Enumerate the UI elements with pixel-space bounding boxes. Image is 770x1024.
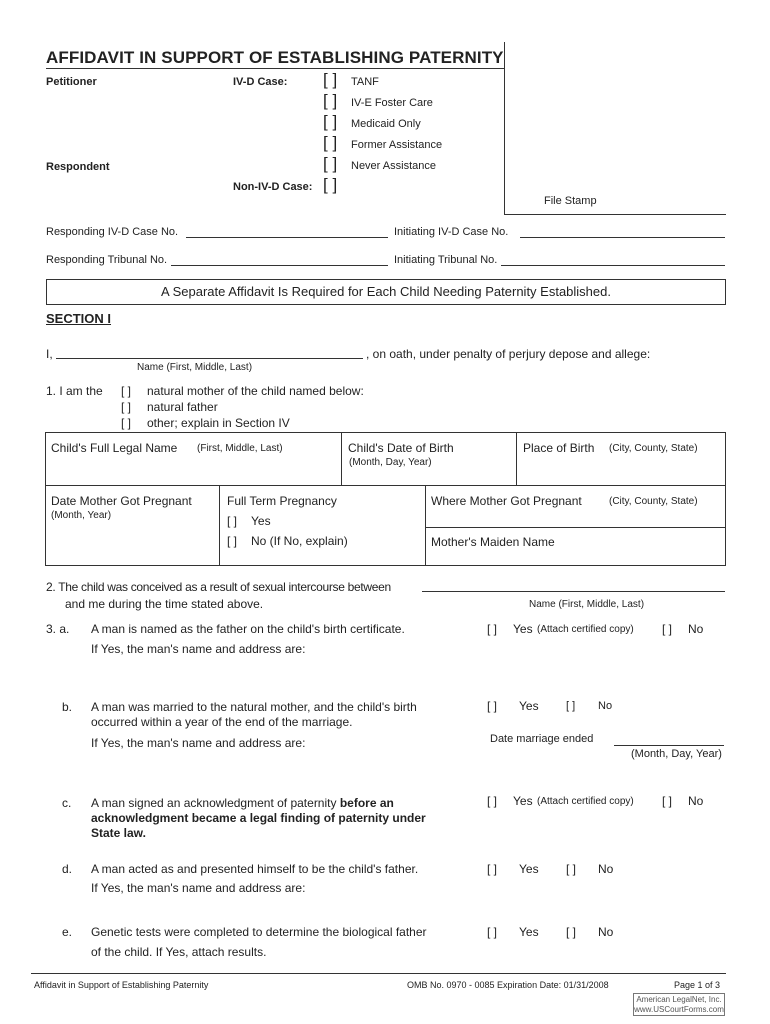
never-assistance-checkbox[interactable]: [ ] [323,154,338,173]
child-name-hint: (First, Middle, Last) [197,443,283,454]
q3e-yes-checkbox[interactable]: [ ] [487,925,498,939]
maiden-name-label: Mother's Maiden Name [431,535,555,549]
date-pregnant-hint: (Month, Year) [51,510,112,521]
table-row-divider [45,485,726,486]
former-assistance-checkbox[interactable]: [ ] [323,133,338,152]
footer-omb: OMB No. 0970 - 0085 Expiration Date: 01/31/2008 [407,980,609,990]
q3c-text-plain: A man signed an acknowledgment of paternity [91,796,337,810]
former-assistance-label: Former Assistance [351,139,443,151]
q3d-yes-label: Yes [519,862,539,876]
q3b-no-label: No [598,700,613,712]
q3a-yes-checkbox[interactable]: [ ] [487,622,498,636]
foster-care-checkbox[interactable]: [ ] [323,91,338,110]
date-marriage-label: Date marriage ended [490,733,594,745]
q3c-attach-note: (Attach certified copy) [537,796,634,807]
q2-name-hint: Name (First, Middle, Last) [529,599,645,610]
foster-care-label: IV-E Foster Care [351,97,433,109]
stamp-bottom-line [504,214,726,215]
q3d-label: d. [62,862,73,876]
q3b-text: A man was married to the natural mother, and the child's birth [91,700,417,714]
oath-suffix: , on oath, under penalty of perjury depose and allege: [366,347,651,361]
respondent-label: Respondent [46,161,110,173]
initiating-case-input[interactable] [520,237,725,238]
full-term-no-checkbox[interactable]: [ ] [227,534,238,548]
full-term-yes-label: Yes [251,514,271,528]
natural-mother-checkbox[interactable]: [ ] [121,384,132,398]
footer-form-name: Affidavit in Support of Establishing Paternity [34,980,209,990]
tanf-label: TANF [351,76,379,88]
q3c-no-label: No [688,794,704,808]
q3d-no-label: No [598,862,614,876]
logo-line-2: www.USCourtForms.com [634,1005,724,1014]
date-marriage-input[interactable] [614,745,724,746]
other-checkbox[interactable]: [ ] [121,416,132,430]
child-name-label: Child's Full Legal Name [51,441,178,455]
file-stamp-label: File Stamp [544,195,597,207]
natural-father-label: natural father [147,400,218,414]
natural-father-checkbox[interactable]: [ ] [121,400,132,414]
q3e-label: e. [62,925,73,939]
initiating-tribunal-label: Initiating Tribunal No. [394,254,498,266]
q3c-yes-checkbox[interactable]: [ ] [487,794,498,808]
non-ivd-case-label: Non-IV-D Case: [233,181,313,193]
tanf-checkbox[interactable]: [ ] [323,70,338,89]
q3d-text: A man acted as and presented himself to be the child's father. [91,862,419,876]
q3a-yes-label: Yes [513,622,533,636]
q3c-text [91,796,394,810]
title-underline [46,68,504,69]
q3b-yes-label: Yes [519,699,539,713]
table-col-divider [341,432,342,485]
never-assistance-label: Never Assistance [351,160,436,172]
responding-case-label: Responding IV-D Case No. [46,226,179,238]
logo-line-1: American LegalNet, Inc. [636,995,722,1004]
q3c-yes-label: Yes [513,794,533,808]
q3b-yes-checkbox[interactable]: [ ] [487,699,498,713]
dob-label: Child's Date of Birth [348,441,454,455]
q3e-text: Genetic tests were completed to determine the biological father [91,925,427,939]
non-ivd-checkbox[interactable]: [ ] [323,175,338,194]
natural-mother-label: natural mother of the child named below: [147,384,364,398]
table-row-divider [425,527,726,528]
q3d-sub: If Yes, the man's name and address are: [91,881,306,895]
q3b-no-checkbox[interactable]: [ ] [566,700,576,712]
full-term-no-label: No (If No, explain) [251,534,348,548]
q3e-no-label: No [598,925,614,939]
affiant-name-input[interactable] [56,358,363,359]
table-col-divider [425,485,426,566]
q3c-label: c. [62,796,72,810]
q3a-no-label: No [688,622,704,636]
q1-lead: 1. I am the [46,384,103,398]
stamp-divider [504,42,505,214]
q3e-text-2: of the child. If Yes, attach results. [91,945,267,959]
responding-case-input[interactable] [186,237,388,238]
where-pregnant-hint: (City, County, State) [609,496,698,507]
full-term-yes-checkbox[interactable]: [ ] [227,514,238,528]
q2-text: 2. The child was conceived as a result of sexual intercourse between [46,580,391,594]
page-title: AFFIDAVIT IN SUPPORT OF ESTABLISHING PATERNITY [46,48,504,67]
responding-tribunal-input[interactable] [171,265,388,266]
medicaid-checkbox[interactable]: [ ] [323,112,338,131]
q3a-attach-note: (Attach certified copy) [537,624,634,635]
q3d-yes-checkbox[interactable]: [ ] [487,862,498,876]
q3-number: 3. a. [46,622,70,636]
q3d-no-checkbox[interactable]: [ ] [566,862,577,876]
q3e-no-checkbox[interactable]: [ ] [566,925,577,939]
medicaid-label: Medicaid Only [351,118,421,130]
ivd-case-label: IV-D Case: [233,76,288,88]
notice-text: A Separate Affidavit Is Required for Each Child Needing Paternity Established. [161,284,611,299]
pob-label: Place of Birth [523,441,595,455]
affiant-name-hint: Name (First, Middle, Last) [137,362,253,373]
q3c-no-checkbox[interactable]: [ ] [662,794,673,808]
initiating-tribunal-input[interactable] [501,265,725,266]
q3b-label: b. [62,700,73,714]
petitioner-label: Petitioner [46,76,97,88]
q3e-yes-label: Yes [519,925,539,939]
q3b-sub: If Yes, the man's name and address are: [91,736,306,750]
table-col-divider [516,432,517,485]
q2-text-2: and me during the time stated above. [65,597,264,611]
q2-name-input[interactable] [422,591,725,592]
q3c-text-2: acknowledgment became a legal finding of paternity under [91,811,426,825]
q3a-text: A man is named as the father on the child's birth certificate. [91,622,405,636]
pob-hint: (City, County, State) [609,443,698,454]
footer-page-number: Page 1 of 3 [674,980,721,990]
where-pregnant-label: Where Mother Got Pregnant [431,494,582,508]
q3b-text-2: occurred within a year of the end of the marriage. [91,715,353,729]
date-pregnant-label: Date Mother Got Pregnant [51,494,192,508]
q3c-text-3: State law. [91,826,146,840]
q3a-no-checkbox[interactable]: [ ] [662,622,673,636]
responding-tribunal-label: Responding Tribunal No. [46,254,168,266]
table-col-divider [219,485,220,566]
date-marriage-hint: (Month, Day, Year) [631,748,722,760]
oath-prefix: I, [46,347,53,361]
dob-hint: (Month, Day, Year) [349,457,432,468]
initiating-case-label: Initiating IV-D Case No. [394,226,509,238]
full-term-label: Full Term Pregnancy [227,494,337,508]
other-label: other; explain in Section IV [147,416,290,430]
q3a-sub: If Yes, the man's name and address are: [91,642,306,656]
footer-rule [31,973,726,974]
section-heading: SECTION I [46,311,112,326]
q3c-text-bold: before an [339,796,394,810]
